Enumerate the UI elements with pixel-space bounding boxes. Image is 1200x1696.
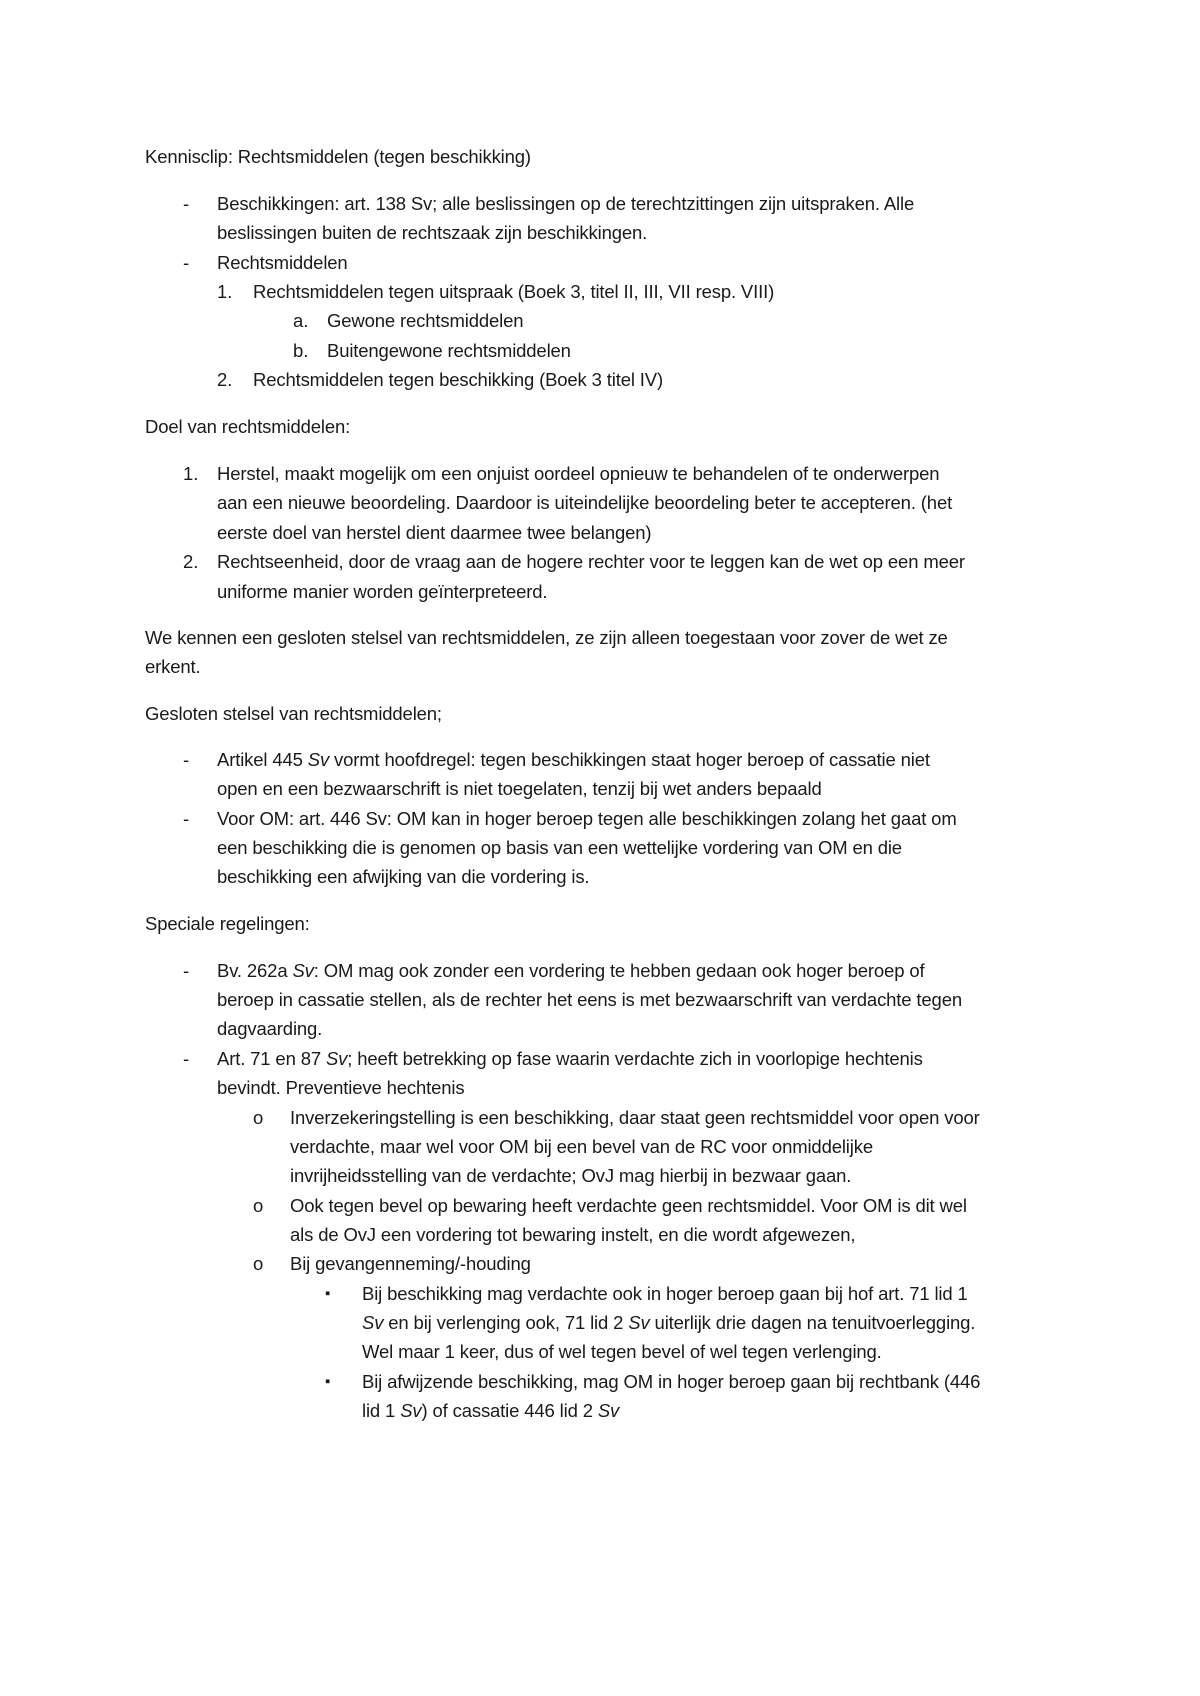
list-item-text: beschikking een afwijking van die vordering is. [217,866,590,887]
list-item-text: open en een bezwaarschrift is niet toegelaten, tenzij bij wet anders bepaald [217,778,822,799]
list-item-text: Art. 71 en 87 Sv; heeft betrekking op fase waarin verdachte zich in voorlopige hechtenis [217,1048,923,1069]
list-item-text: beroep in cassatie stellen, als de rechter het eens is met bezwaarschrift van verdachte tegen [217,989,962,1010]
list-item-text: Voor OM: art. 446 Sv: OM kan in hoger beroep tegen alle beschikkingen zolang het gaat om [217,808,957,829]
list-item-text: aan een nieuwe beoordeling. Daardoor is uiteindelijke beoordeling beter te accepteren. (het [217,492,953,513]
list-item-text: bevindt. Preventieve hechtenis [217,1077,465,1098]
circle-bullet: o [253,1195,264,1216]
list-item-text: Wel maar 1 keer, dus of wel tegen bevel of wel tegen verlenging. [362,1341,882,1362]
list-item-text: als de OvJ een vordering tot bewaring instelt, en die wordt afgewezen, [290,1224,856,1245]
list-item-text: uniforme manier worden geïnterpreteerd. [217,581,548,602]
dash-bullet: - [183,193,190,214]
circle-bullet: o [253,1253,264,1274]
list-item-text: Herstel, maakt mogelijk om een onjuist oordeel opnieuw te behandelen of te onderwerpen [217,463,940,484]
list-item-text: Bij afwijzende beschikking, mag OM in hoger beroep gaan bij rechtbank (446 [362,1371,981,1392]
section-heading: Gesloten stelsel van rechtsmiddelen; [145,703,442,724]
list-item-text: Ook tegen bevel op bewaring heeft verdachte geen rechtsmiddel. Voor OM is dit wel [290,1195,967,1216]
dash-bullet: - [183,252,190,273]
document-title: Kennisclip: Rechtsmiddelen (tegen beschikking) [145,146,531,167]
list-item-text: Bv. 262a Sv: OM mag ook zonder een vordering te hebben gedaan ook hoger beroep of [217,960,925,981]
square-bullet: ▪ [325,1373,331,1390]
dash-bullet: - [183,749,190,770]
list-item-text: Sv en bij verlenging ook, 71 lid 2 Sv uiterlijk drie dagen na tenuitvoerlegging. [362,1312,976,1333]
list-item-text: Buitengewone rechtsmiddelen [327,340,571,361]
list-item-text: invrijheidsstelling van de verdachte; OvJ mag hierbij in bezwaar gaan. [290,1165,852,1186]
paragraph-text: erkent. [145,656,201,677]
list-item-text: Rechtseenheid, door de vraag aan de hogere rechter voor te leggen kan de wet op een meer [217,551,965,572]
square-bullet: ▪ [325,1285,331,1302]
list-item-text: Artikel 445 Sv vormt hoofdregel: tegen beschikkingen staat hoger beroep of cassatie niet [217,749,930,770]
dash-bullet: - [183,1048,190,1069]
list-item-text: een beschikking die is genomen op basis van een wettelijke vordering van OM en die [217,837,902,858]
section-heading: Doel van rechtsmiddelen: [145,416,351,437]
list-item-text: Gewone rechtsmiddelen [327,310,524,331]
list-item-text: beslissingen buiten de rechtszaak zijn beschikkingen. [217,222,648,243]
list-item-text: Rechtsmiddelen [217,252,348,273]
list-item-text: Inverzekeringstelling is een beschikking, daar staat geen rechtsmiddel voor open voor [290,1107,980,1128]
list-item-text: eerste doel van herstel dient daarmee twee belangen) [217,522,652,543]
dash-bullet: - [183,808,190,829]
list-letter: a. [293,310,309,331]
circle-bullet: o [253,1107,264,1128]
list-item-text: lid 1 Sv) of cassatie 446 lid 2 Sv [362,1400,620,1421]
dash-bullet: - [183,960,190,981]
section-heading: Speciale regelingen: [145,913,310,934]
list-item-text: Rechtsmiddelen tegen beschikking (Boek 3 titel IV) [253,369,663,390]
list-item-text: verdachte, maar wel voor OM bij een bevel van de RC voor onmiddelijke [290,1136,873,1157]
list-number: 2. [217,369,233,390]
list-number: 1. [183,463,199,484]
list-item-text: Bij gevangenneming/-houding [290,1253,531,1274]
list-number: 1. [217,281,233,302]
list-item-text: Bij beschikking mag verdachte ook in hoger beroep gaan bij hof art. 71 lid 1 [362,1283,968,1304]
list-item-text: dagvaarding. [217,1018,323,1039]
list-item-text: Rechtsmiddelen tegen uitspraak (Boek 3, titel II, III, VII resp. VIII) [253,281,775,302]
paragraph-text: We kennen een gesloten stelsel van rechtsmiddelen, ze zijn alleen toegestaan voor zover de wet ze [145,627,948,648]
list-letter: b. [293,340,309,361]
list-item-text: Beschikkingen: art. 138 Sv; alle beslissingen op de terechtzittingen zijn uitspraken. Alle [217,193,915,214]
list-number: 2. [183,551,199,572]
